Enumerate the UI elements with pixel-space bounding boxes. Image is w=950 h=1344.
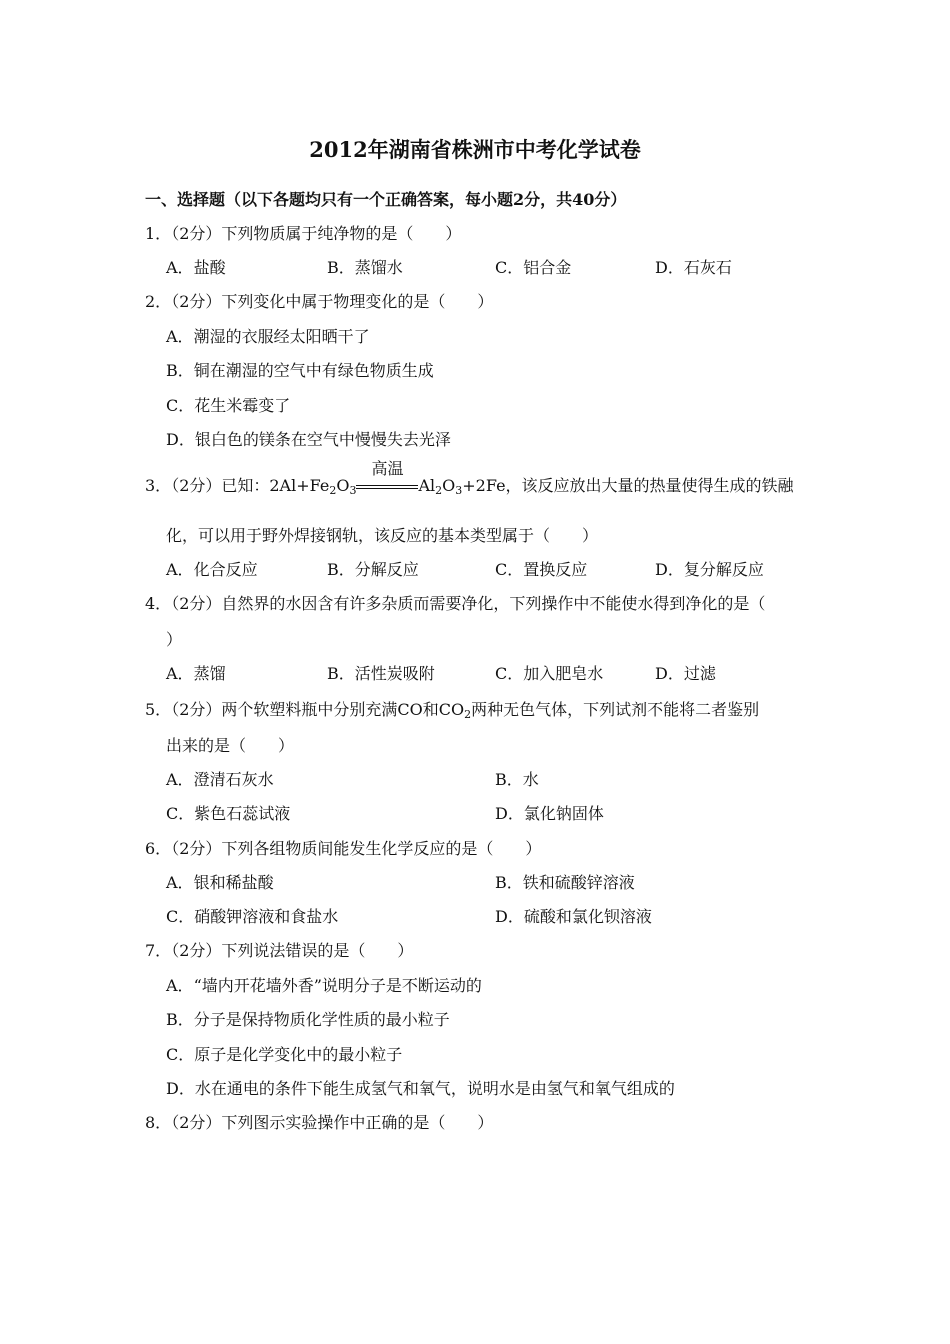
question-number: 4． (145, 594, 172, 613)
condition-label: 高温 (371, 459, 404, 478)
question-text: （2分）下列图示实验操作中正确的是（ ） (171, 1113, 494, 1132)
question-1-option-b: B．蒸馏水 (327, 258, 403, 277)
reaction-condition (356, 459, 418, 496)
question-text: （2分）下列变化中属于物理变化的是（ ） (171, 292, 494, 311)
question-5-option-c: C．紫色石蕊试液 (166, 804, 291, 823)
question-4-stem-line2: ） (166, 630, 183, 649)
question-text: （2分）下列各组物质间能发生化学反应的是（ ） (171, 839, 542, 858)
question-5-stem-line2: 出来的是（ ） (166, 736, 295, 755)
question-4-option-d: D．过滤 (655, 664, 716, 683)
question-7-option-a: A．“墙内开花墙外香”说明分子是不断运动的 (166, 976, 482, 995)
question-8-stem (145, 1113, 493, 1133)
question-6-option-a: A．银和稀盐酸 (166, 873, 274, 892)
question-1-option-a: A．盐酸 (166, 258, 226, 277)
question-text: （2分）自然界的水因含有许多杂质而需要净化，下列操作中不能使水得到净化的是（ (171, 594, 766, 613)
question-5-stem: 5．（2分）两个软塑料瓶中分别充满CO和$CO_2$两种无色气体，下列试剂不能将二者鉴别 (145, 700, 760, 721)
question-5-option-a: A．澄清石灰水 (166, 770, 274, 789)
question-6-option-c: C．硝酸钾溶液和食盐水 (166, 907, 339, 926)
question-7-option-d: D．水在通电的条件下能生成氢气和氧气，说明水是由氢气和氧气组成的 (166, 1079, 675, 1098)
question-number: 8． (145, 1113, 172, 1132)
question-5-option-b: B．水 (495, 770, 539, 789)
question-text: （2分）下列物质属于纯净物的是（ ） (171, 224, 462, 243)
question-7-stem (145, 941, 413, 961)
question-number: 1． (145, 224, 172, 243)
question-3-stem: 3．（2分）已知：$2Al+Fe_2O_3$ 高温 $Al_2O_3+2Fe$，该反应放出大量的热量使得生成的铁融 (145, 459, 794, 497)
question-2-option-c: C．花生米霉变了 (166, 396, 291, 415)
question-number: 6． (145, 839, 172, 858)
question-3-option-a: A．化合反应 (166, 560, 258, 579)
equals-line-top (356, 485, 418, 486)
question-4-option-c: C．加入肥皂水 (495, 664, 604, 683)
question-4-option-a: A．蒸馏 (166, 664, 226, 683)
question-3-option-d: D．复分解反应 (655, 560, 764, 579)
question-4-stem (145, 594, 765, 614)
question-number: 5． (145, 700, 172, 719)
question-text: （2分）下列说法错误的是（ ） (171, 941, 414, 960)
question-6-stem (145, 839, 541, 859)
page-title: 2012年湖南省株洲市中考化学试卷 (309, 137, 641, 162)
question-number: 2． (145, 292, 172, 311)
question-2-option-a: A．潮湿的衣服经太阳晒干了 (166, 327, 370, 346)
question-3-option-b: B．分解反应 (327, 560, 419, 579)
question-2-option-d: D．银白色的镁条在空气中慢慢失去光泽 (166, 430, 451, 449)
question-number: 3． (145, 476, 172, 495)
equals-line-bottom (356, 488, 418, 489)
question-6-option-d: D．硫酸和氯化钡溶液 (495, 907, 652, 926)
question-3-stem-line2: 化，可以用于野外焊接钢轨，该反应的基本类型属于（ ） (166, 526, 599, 545)
question-1-stem (145, 224, 461, 244)
question-6-option-b: B．铁和硫酸锌溶液 (495, 873, 635, 892)
question-number: 7． (145, 941, 172, 960)
question-5-option-d: D．氯化钠固体 (495, 804, 604, 823)
question-7-option-c: C．原子是化学变化中的最小粒子 (166, 1045, 403, 1064)
question-2-option-b: B．铜在潮湿的空气中有绿色物质生成 (166, 361, 434, 380)
section-heading: 一、选择题（以下各题均只有一个正确答案，每小题2分，共40分） (145, 190, 627, 209)
question-2-stem (145, 292, 493, 312)
question-7-option-b: B．分子是保持物质化学性质的最小粒子 (166, 1010, 450, 1029)
question-3-option-c: C．置换反应 (495, 560, 588, 579)
question-4-option-b: B．活性炭吸附 (327, 664, 435, 683)
question-1-option-d: D．石灰石 (655, 258, 732, 277)
question-1-option-c: C．铝合金 (495, 258, 572, 277)
